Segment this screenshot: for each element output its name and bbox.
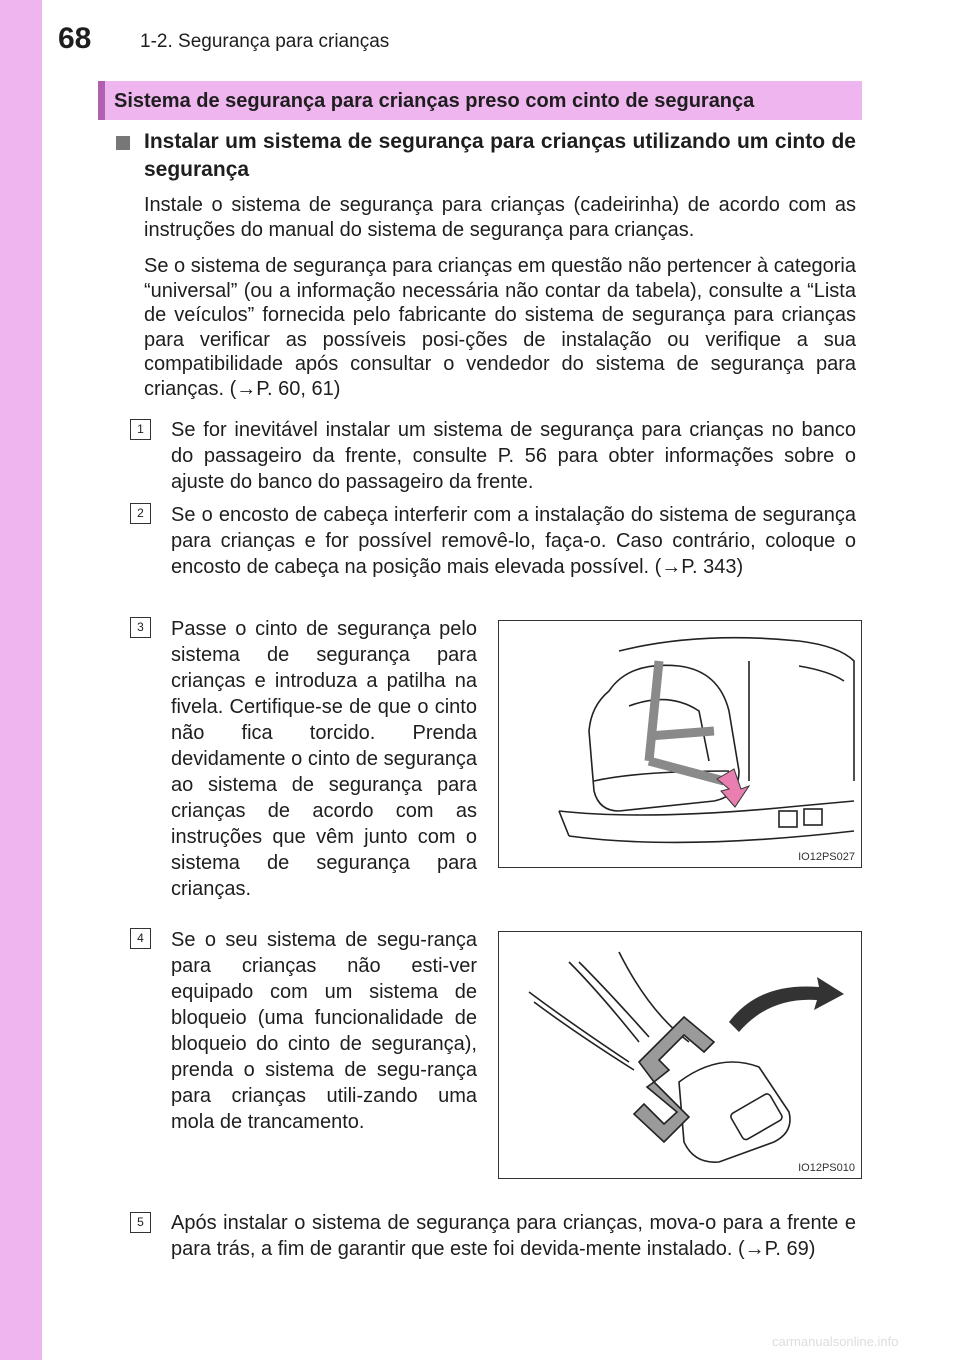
bullet-square-icon <box>116 136 130 150</box>
locking-clip-illustration <box>499 932 860 1177</box>
chapter-title: 1-2. Segurança para crianças <box>140 31 390 52</box>
step-number-4: 4 <box>130 928 151 949</box>
section-title: Sistema de segurança para crianças preso com cinto de segurança <box>114 90 755 112</box>
child-seat-illustration <box>499 621 860 866</box>
step-4-text: Se o seu sistema de segu-rança para crianças não esti-ver equipado com um sistema de bloqueio (uma funcionalidade de bloqueio do cinto de segurança), prenda o sistema de segu-rança para crianças utili-zando uma mola de trancamento. <box>171 929 477 1133</box>
figure-child-seat-belt <box>498 620 862 868</box>
intro-paragraph-1: Instale o sistema de segurança para crianças (cadeirinha) de acordo com as instruções do manual do sistema de segurança para crianças. <box>144 194 856 241</box>
step-number-3: 3 <box>130 617 151 638</box>
figure-code: IO12PS027 <box>798 851 855 863</box>
step-2-text: Se o encosto de cabeça interferir com a instalação do sistema de segurança para crianças e for possível removê-lo, faça-o. Caso contrário, coloque o encosto de cabeça na posição mais elevada possível. (→P. 343) <box>171 504 856 578</box>
page-number: 68 <box>58 22 92 55</box>
step-3-text: Passe o cinto de segurança pelo sistema de segurança para crianças e introduza a patilha na fivela. Certifique-se de que o cinto não fica torcido. Prenda devidamente o cinto de segurança ao sistema de segurança para crianças de acordo com as instruções que vêm junto com o sistema de segurança para crianças. <box>171 618 477 900</box>
figure-code: IO12PS010 <box>798 1162 855 1174</box>
watermark: carmanualsonline.info <box>772 1334 899 1349</box>
left-margin-stripe <box>0 0 42 1360</box>
step-number-5: 5 <box>130 1212 151 1233</box>
step-1-text: Se for inevitável instalar um sistema de segurança para crianças no banco do passageiro da frente, consulte P. 56 para obter informações sobre o ajuste do banco do passageiro da frente. <box>171 419 856 493</box>
step-5-text: Após instalar o sistema de segurança para crianças, mova-o para a frente e para trás, a fim de garantir que este foi devida-mente instalado. (→P. 69) <box>171 1212 856 1260</box>
intro-paragraph-2: Se o sistema de segurança para crianças em questão não pertencer à categoria “universal” (ou a informação necessária não contar da tabela), consulte a “Lista de veículos” fornecida pelo fabricante do sistema de segurança para crianças para verificar as possíveis posi-ções de instalação ou verifique a sua compatibilidade após consultar o vendedor do sistema de segurança para crianças. (→P. 60, 61) <box>144 255 856 400</box>
step-number-1: 1 <box>130 419 151 440</box>
figure-locking-clip <box>498 931 862 1179</box>
step-number-2: 2 <box>130 503 151 524</box>
subheading: Instalar um sistema de segurança para crianças utilizando um cinto de segurança <box>144 130 856 181</box>
